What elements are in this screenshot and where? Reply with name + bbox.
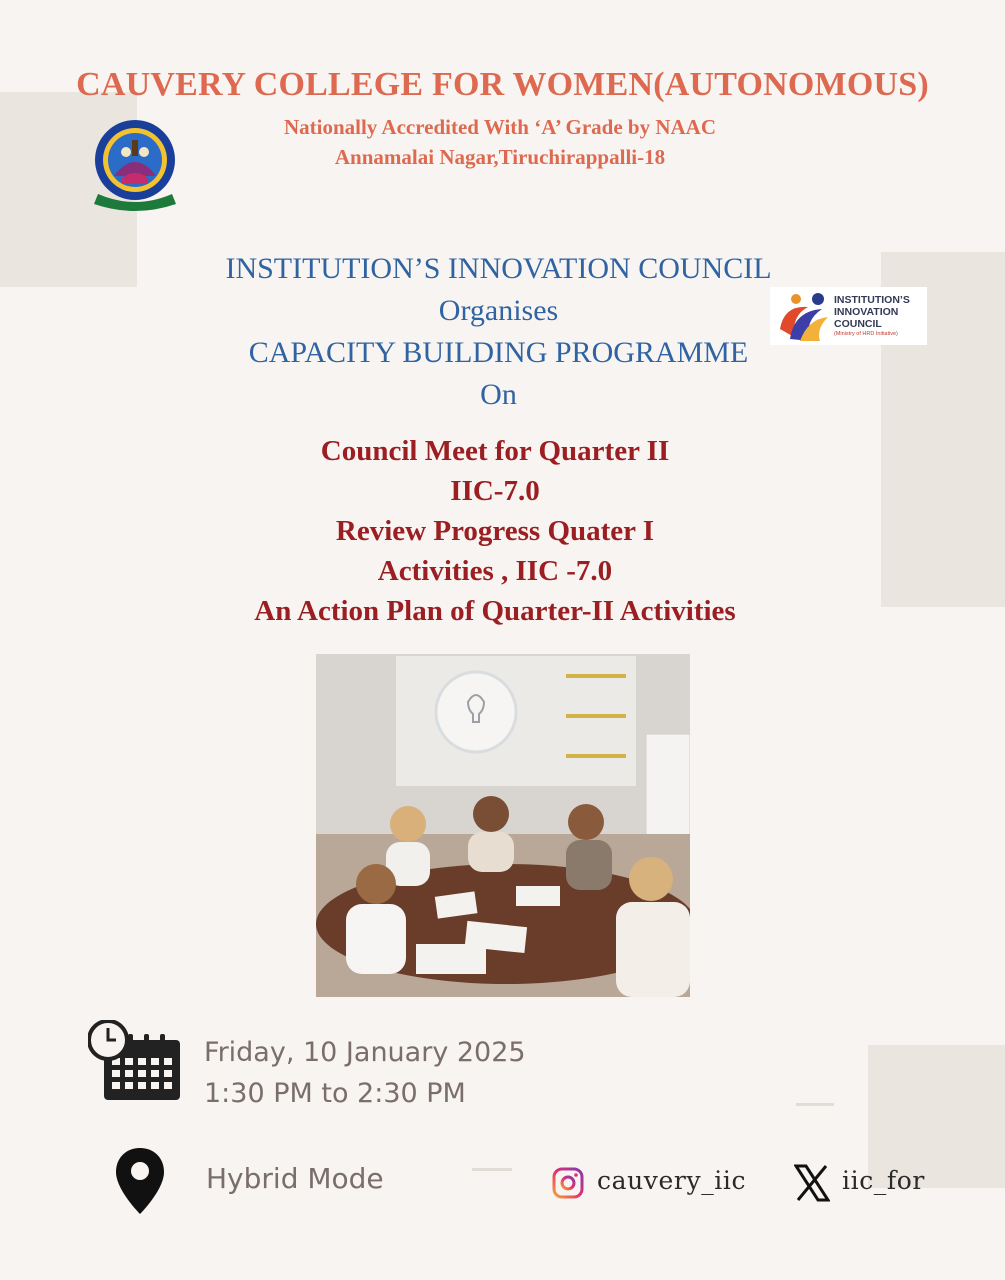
- iic-logo-line: INNOVATION: [834, 306, 899, 318]
- iic-logo-line: INSTITUTION’S: [834, 294, 910, 306]
- topic-line-3: Review Progress Quater I: [335, 515, 655, 547]
- meeting-photo: [316, 654, 690, 997]
- topic-line-2: IIC-7.0: [450, 475, 540, 507]
- decorative-dash: [796, 1103, 834, 1106]
- iic-logo-text: [834, 294, 910, 338]
- instagram-icon[interactable]: [552, 1167, 584, 1199]
- iic-logo-line: COUNCIL: [834, 318, 882, 330]
- instagram-handle[interactable]: cauvery_iic: [597, 1166, 747, 1195]
- event-date: Friday, 10 January 2025: [204, 1037, 526, 1068]
- iic-logo-tagline: (Ministry of HRD Initiative): [834, 331, 898, 337]
- college-name: CAUVERY COLLEGE FOR WOMEN(AUTONOMOUS): [76, 66, 929, 103]
- organises-text: Organises: [438, 294, 559, 327]
- accreditation-text: Nationally Accredited With ‘A’ Grade by NAAC: [283, 115, 717, 139]
- topic-line-4: Activities , IIC -7.0: [377, 555, 613, 587]
- on-text: On: [480, 378, 517, 411]
- college-address: Annamalai Nagar,Tiruchirappalli-18: [334, 145, 666, 169]
- location-pin-icon: [114, 1146, 166, 1216]
- iic-logo: [770, 287, 927, 345]
- college-crest-icon: [92, 118, 178, 214]
- iic-emblem-icon: [774, 289, 832, 343]
- topic-line-1: Council Meet for Quarter II: [320, 435, 670, 467]
- event-time: 1:30 PM to 2:30 PM: [204, 1078, 466, 1109]
- x-icon[interactable]: [794, 1164, 830, 1202]
- x-handle[interactable]: iic_for: [842, 1166, 925, 1195]
- decorative-dash: [472, 1168, 512, 1171]
- event-mode: Hybrid Mode: [206, 1162, 384, 1195]
- topic-line-5: An Action Plan of Quarter-II Activities: [254, 595, 736, 627]
- council-heading: INSTITUTION’S INNOVATION COUNCIL: [225, 252, 772, 285]
- programme-heading: CAPACITY BUILDING PROGRAMME: [248, 336, 749, 369]
- calendar-clock-icon: [88, 1020, 182, 1102]
